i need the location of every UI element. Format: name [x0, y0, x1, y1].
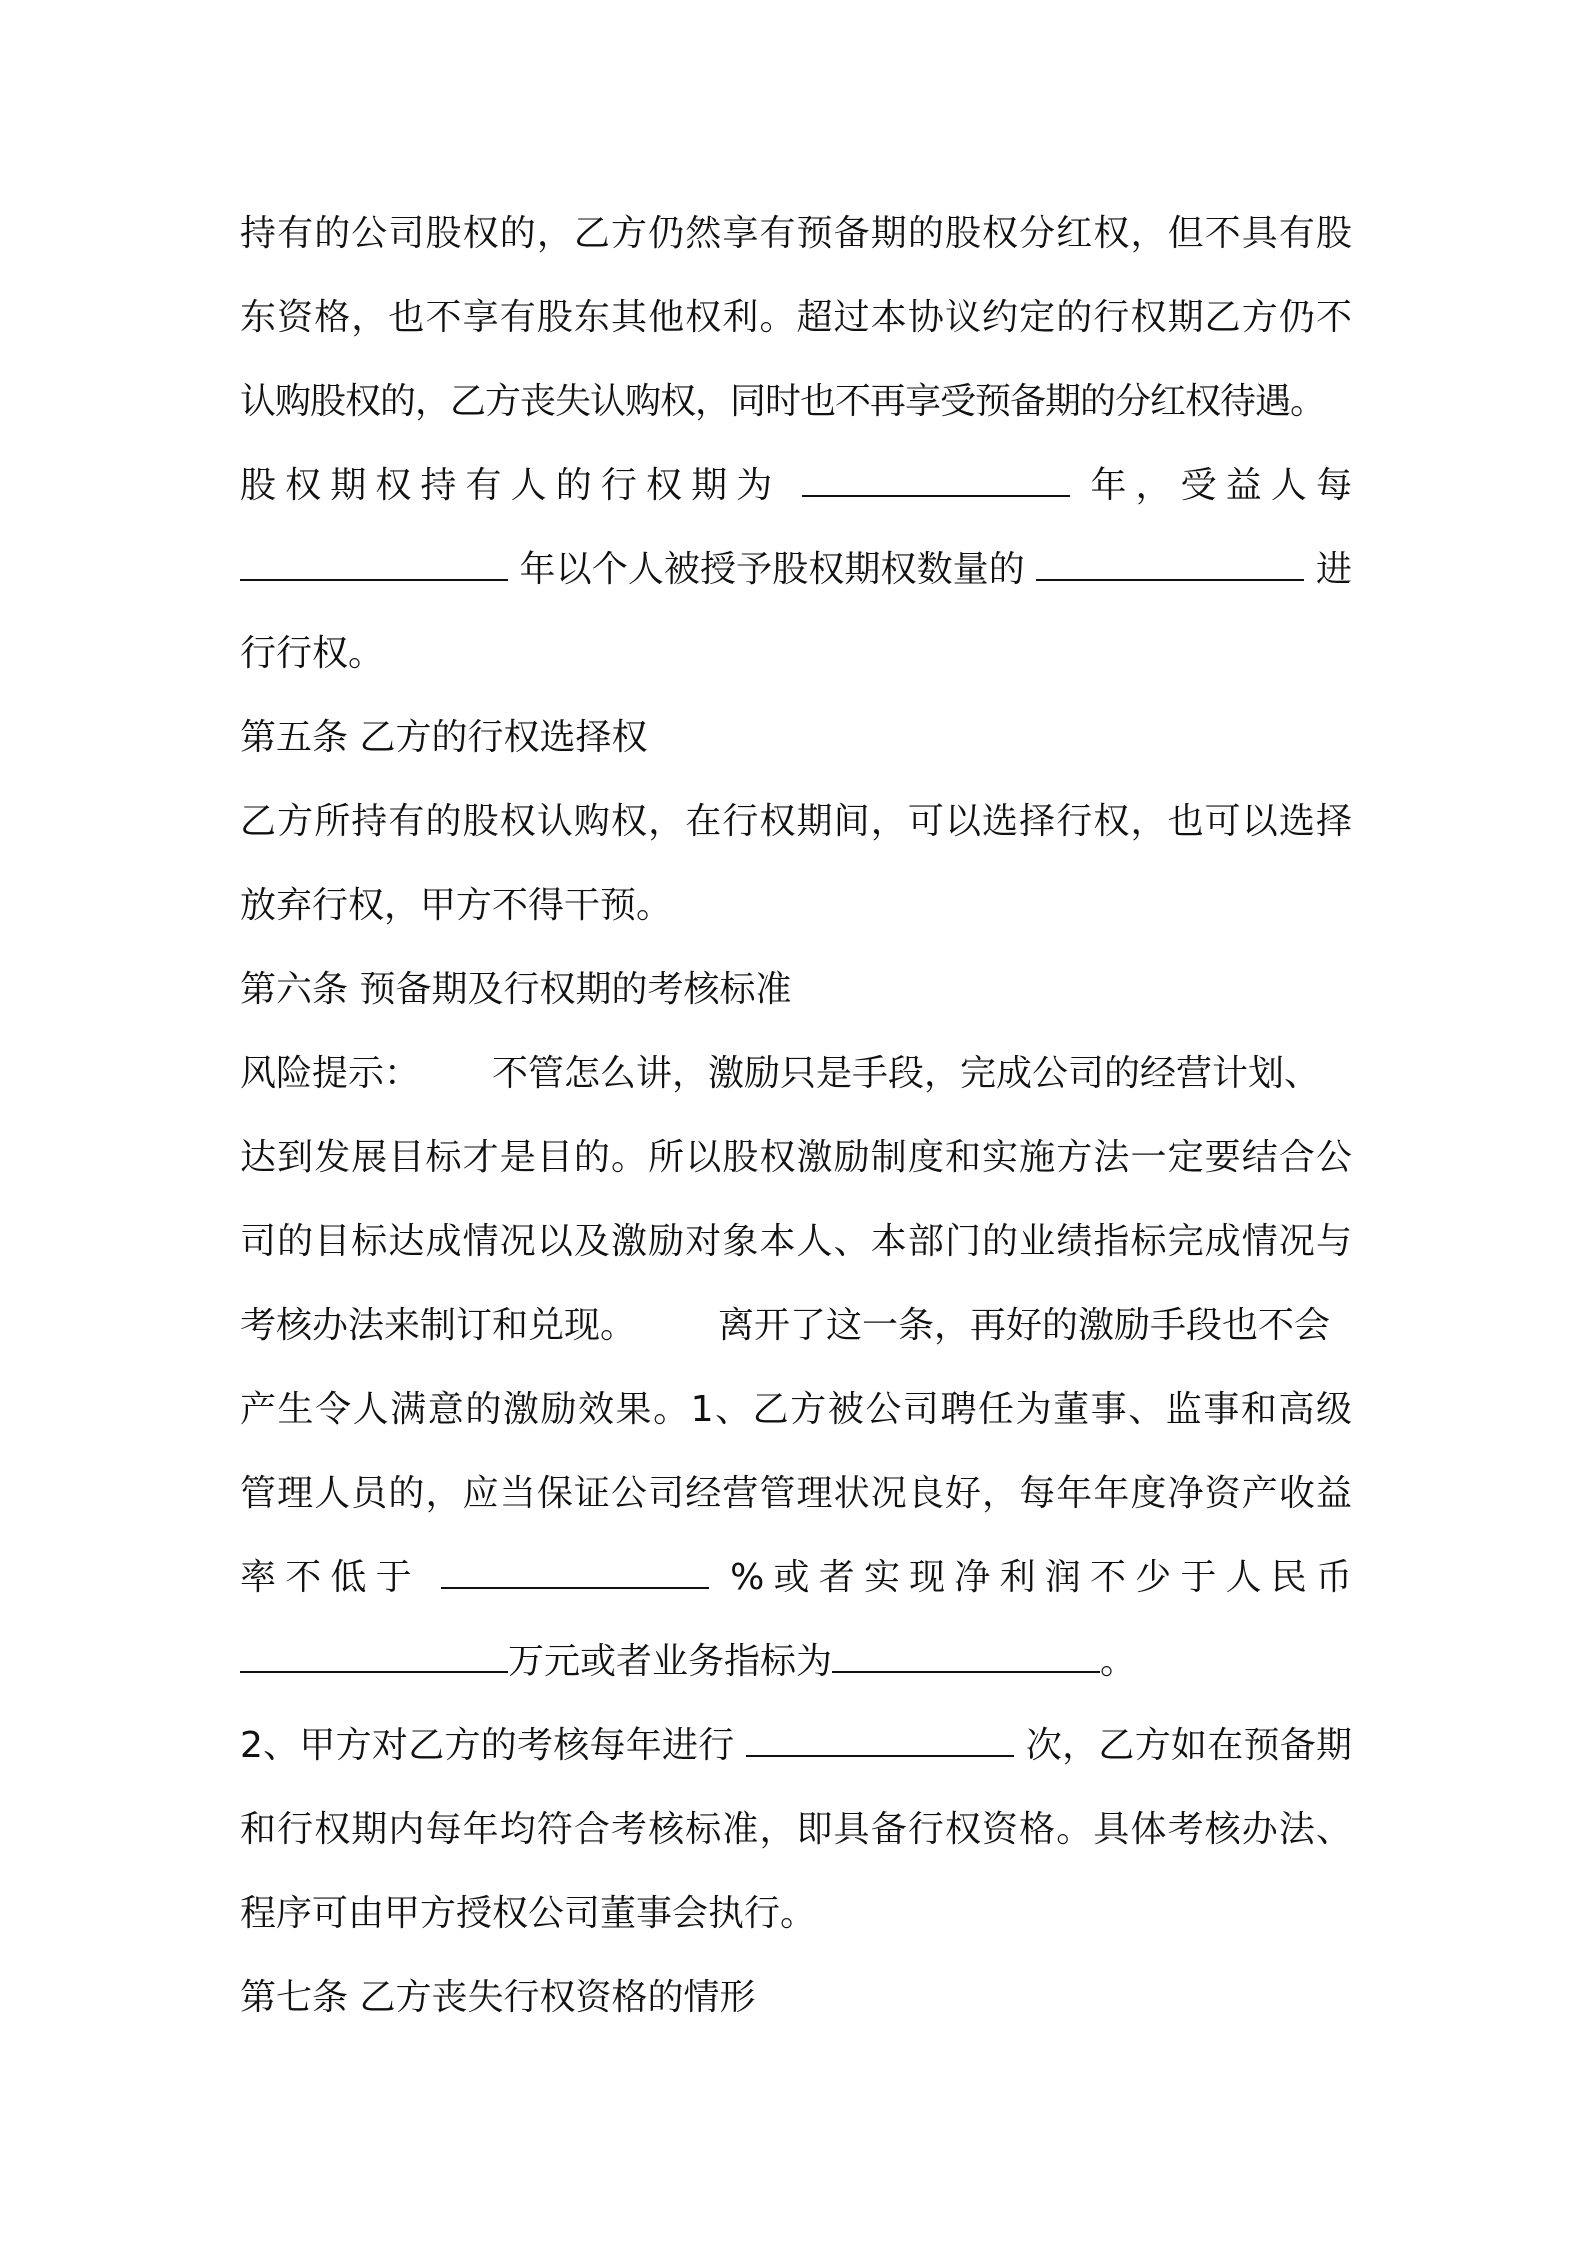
- text-line: [240, 1638, 1352, 1686]
- text-line: 程序可由甲方授权公司董事会执行。: [240, 1893, 817, 1934]
- text-line: 认购股权的，乙方丧失认购权，同时也不再享受预备期的分红权待遇。: [240, 381, 1326, 422]
- text-fragment: 年，受益人每: [1090, 465, 1352, 506]
- text-fragment: 考核办法来制订和兑现。: [240, 1305, 637, 1346]
- text-line: 持有的公司股权的，乙方仍然享有预备期的股权分红权，但不具有股: [240, 213, 1352, 254]
- fill-blank[interactable]: [441, 1557, 709, 1589]
- text-line: [240, 1722, 1352, 1770]
- text-fragment: %或者实现净利润不少于人民币: [730, 1557, 1352, 1598]
- text-line: 司的目标达成情况以及激励对象本人、本部门的业绩指标完成情况与: [240, 1221, 1352, 1262]
- text-line: 行行权。: [240, 633, 385, 674]
- text-line: [240, 1050, 1352, 1098]
- text-fragment: 股权期权持有人的行权期为: [240, 465, 782, 506]
- text-line: 和行权期内每年均符合考核标准，即具备行权资格。具体考核办法、: [240, 1809, 1352, 1850]
- text-fragment: 次，乙方如在预备期: [1025, 1725, 1352, 1766]
- text-line: [240, 546, 1352, 594]
- fill-blank[interactable]: [1036, 549, 1304, 581]
- text-line: [240, 1554, 1352, 1602]
- fill-blank[interactable]: [832, 1641, 1100, 1673]
- text-fragment: 风险提示：: [240, 1053, 421, 1094]
- text-line: 达到发展目标才是目的。所以股权激励制度和实施方法一定要结合公: [240, 1137, 1352, 1178]
- fill-blank[interactable]: [746, 1725, 1014, 1757]
- section-heading: 第六条 预备期及行权期的考核标准: [240, 969, 792, 1010]
- text-line: 乙方所持有的股权认购权，在行权期间，可以选择行权，也可以选择: [240, 801, 1352, 842]
- text-fragment: 进: [1315, 549, 1352, 590]
- text-fragment: 率不低于: [240, 1557, 421, 1598]
- text-line: 东资格，也不享有股东其他权利。超过本协议约定的行权期乙方仍不: [240, 297, 1352, 338]
- text-line: [240, 462, 1352, 510]
- text-line: [240, 1302, 1352, 1350]
- section-heading: 第七条 乙方丧失行权资格的情形: [240, 1977, 756, 2018]
- text-fragment: 年以个人被授予股权期权数量的: [519, 549, 1025, 590]
- text-line: 产生令人满意的激励效果。1、乙方被公司聘任为董事、监事和高级: [240, 1389, 1352, 1430]
- text-line: 放弃行权，甲方不得干预。: [240, 885, 673, 926]
- section-heading: 第五条 乙方的行权选择权: [240, 717, 648, 758]
- text-line: 管理人员的，应当保证公司经营管理状况良好，每年年度净资产收益: [240, 1473, 1352, 1514]
- text-fragment: 不管怎么讲，激励只是手段，完成公司的经营计划、: [492, 1053, 1321, 1094]
- text-fragment: 2、甲方对乙方的考核每年进行: [240, 1725, 735, 1766]
- fill-blank[interactable]: [240, 1641, 508, 1673]
- fill-blank[interactable]: [240, 549, 508, 581]
- fill-blank[interactable]: [802, 465, 1070, 497]
- text-fragment: 离开了这一条，再好的激励手段也不会: [718, 1305, 1331, 1346]
- text-fragment: 。: [1100, 1641, 1137, 1682]
- text-fragment: 万元或者业务指标为: [508, 1641, 833, 1682]
